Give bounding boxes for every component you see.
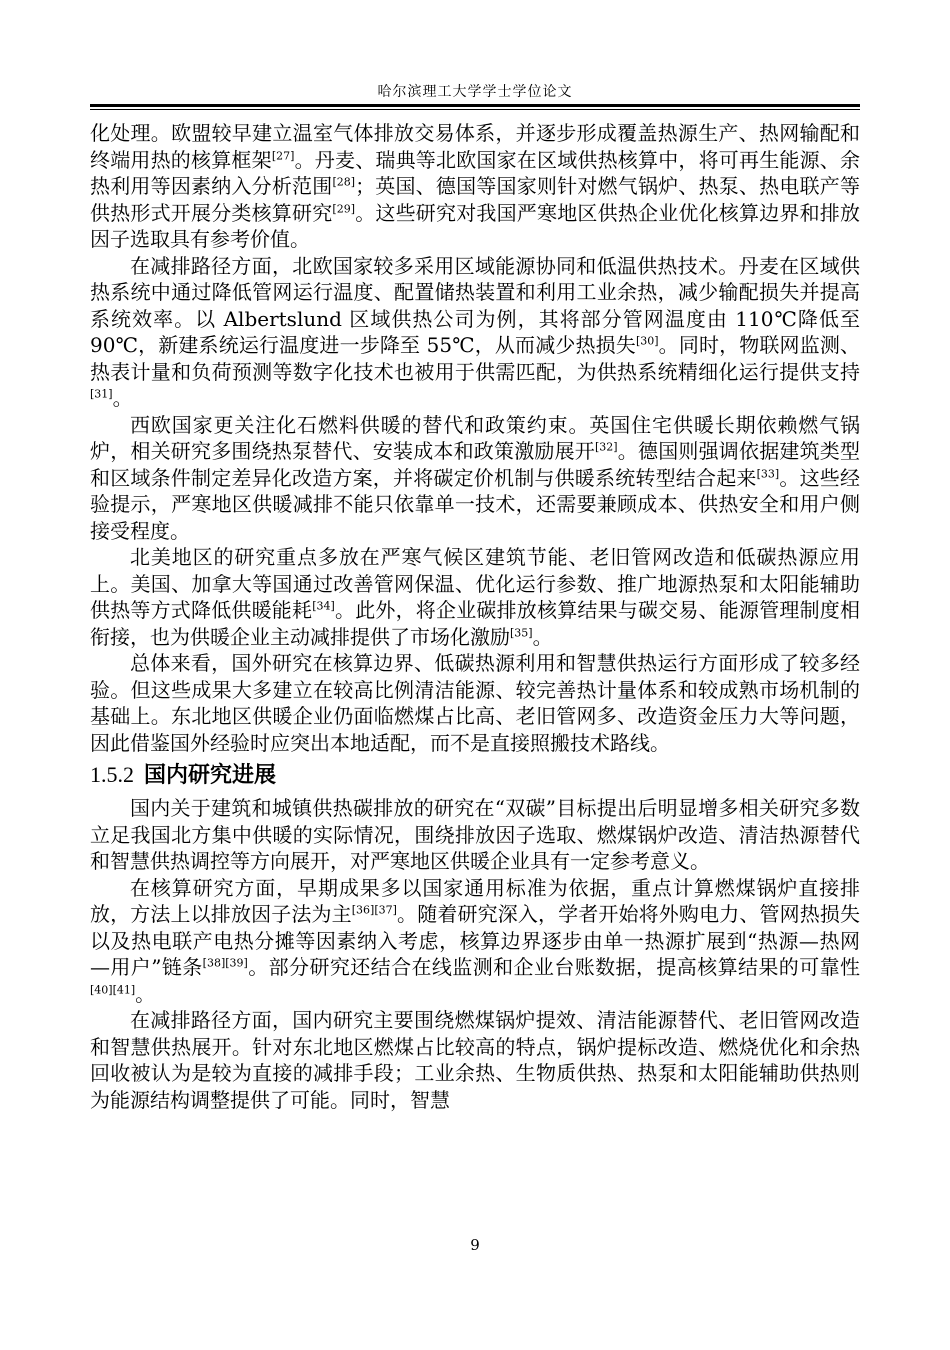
paragraph bbox=[90, 650, 860, 756]
paragraph bbox=[90, 875, 860, 1008]
citation-ref: [38][39] bbox=[202, 956, 248, 970]
section-title: 国内研究进展 bbox=[144, 763, 277, 788]
paragraphs-after-section bbox=[90, 795, 860, 1113]
paragraph-text: 。同时，物联网监测、热表计量和负荷预测等数字化技术也被用于供需匹配，为供热系统精细化运行提供支持 bbox=[90, 333, 860, 384]
paragraph-text: 总体来看，国外研究在核算边界、低碳热源利用和智慧供热运行方面形成了较多经验。但这些成果大多建立在较高比例清洁能源、较完善热计量体系和较成熟市场机制的基础上。东北地区供暖企业仍面临燃煤占比高、老旧管网多、改造资金压力大等问题，因此借鉴国外经验时应突出本地适配，而不是直接照搬技术路线。 bbox=[90, 651, 860, 755]
citation-ref: [35] bbox=[510, 625, 533, 639]
paragraph-text: 。这些经验提示，严寒地区供暖减排不能只依靠单一技术，还需要兼顾成本、供热安全和用户侧接受程度。 bbox=[90, 465, 861, 543]
paragraph-text: 。随着研究深入，学者开始将外购电力、管网热损失以及热电联产电热分摊等因素纳入考虑，核算边界逐步由单一热源扩展到“热源—热网—用户”链条 bbox=[90, 902, 861, 979]
page-number: 9 bbox=[470, 1236, 480, 1254]
section-number: 1.5.2 bbox=[90, 762, 134, 787]
paragraph-text: 。这些研究对我国严寒地区供热企业优化核算边界和排放因子选取具有参考价值。 bbox=[90, 200, 861, 251]
paragraphs-before-section bbox=[90, 120, 860, 756]
citation-ref: [34] bbox=[312, 599, 335, 613]
paragraph-text: 国内关于建筑和城镇供热碳排放的研究在“双碳”目标提出后明显增多相关研究多数立足我国北方集中供暖的实际情况，围绕排放因子选取、燃煤锅炉改造、清洁热源替代和智慧供热调控等方向展开，对严寒地区供暖企业具有一定参考意义。 bbox=[90, 796, 860, 873]
citation-ref: [33] bbox=[756, 466, 780, 480]
header-rule-thick bbox=[90, 104, 860, 107]
paragraph-text: 。丹麦、瑞典等北欧国家在区域供热核算中，将可再生能源、余热利用等因素纳入分析范围 bbox=[90, 147, 861, 198]
header-rule-thin bbox=[90, 109, 860, 110]
paragraph-text: ；英国、德国等国家则针对燃气锅炉、热泵、热电联产等供热形式开展分类核算研究 bbox=[90, 174, 860, 225]
citation-ref: [28] bbox=[332, 175, 356, 189]
body-text bbox=[90, 120, 860, 1113]
paragraph bbox=[90, 544, 860, 650]
paragraph bbox=[90, 1007, 860, 1113]
paragraph-text: 。 bbox=[112, 386, 133, 410]
paragraph-text: 。 bbox=[135, 981, 156, 1006]
paragraph-text: 在减排路径方面，国内研究主要围绕燃煤锅炉提效、清洁能源替代、老旧管网改造和智慧供热展开。针对东北地区燃煤占比较高的特点，锅炉提标改造、燃烧优化和余热回收被认为是较为直接的减排手段；工业余热、生物质供热、热泵和太阳能辅助供热则为能源结构调整提供了可能。同时，智慧 bbox=[90, 1008, 860, 1112]
paragraph bbox=[90, 795, 860, 875]
paragraph-text: 。德国则强调依据建筑类型和区域条件制定差异化改造方案，并将碳定价机制与供暖系统转型结合起来 bbox=[90, 439, 861, 490]
section-heading bbox=[90, 758, 860, 793]
citation-ref: [27] bbox=[271, 148, 295, 162]
paragraph-text: 在减排路径方面，北欧国家较多采用区域能源协同和低温供热技术。丹麦在区域供热系统中通过降低管网运行温度、配置储热装置和利用工业余热，减少输配损失并提高系统效率。以 Albertslund 区域供热公司为例，其将部分管网温度由 110℃降低至 90℃，新建系统运行温度进一步降至 55℃，从而减少热损失 bbox=[90, 253, 860, 357]
citation-ref: [40][41] bbox=[90, 982, 136, 996]
paragraph bbox=[90, 253, 860, 412]
citation-ref: [32] bbox=[595, 440, 618, 454]
paragraph-text: 化处理。欧盟较早建立温室气体排放交易体系，并逐步形成覆盖热源生产、热网输配和终端用热的核算框架 bbox=[90, 121, 860, 172]
citation-ref: [29] bbox=[332, 201, 355, 215]
paragraph-text: 。部分研究还结合在线监测和企业台账数据，提高核算结果的可靠性 bbox=[247, 955, 861, 979]
paragraph-text: 在核算研究方面，早期成果多以国家通用标准为依据，重点计算燃煤锅炉直接排放，方法上以排放因子法为主 bbox=[90, 875, 860, 926]
citation-ref: [36][37] bbox=[351, 903, 397, 917]
citation-ref: [30] bbox=[635, 334, 659, 348]
paragraph-text: 。 bbox=[532, 624, 553, 649]
paragraph bbox=[90, 412, 860, 545]
running-header: 哈尔滨理工大学学士学位论文 bbox=[377, 84, 573, 100]
paragraph-text: 北美地区的研究重点多放在严寒气候区建筑节能、老旧管网改造和低碳热源应用上。美国、加拿大等国通过改善管网保温、优化运行参数、推广地源热泵和太阳能辅助供热等方式降低供暖能耗 bbox=[90, 545, 860, 622]
paragraph bbox=[90, 120, 860, 253]
citation-ref: [31] bbox=[90, 387, 113, 401]
paragraph-text: 西欧国家更关注化石燃料供暖的替代和政策约束。英国住宅供暖长期依赖燃气锅炉，相关研究多围绕热泵替代、安装成本和政策激励展开 bbox=[90, 412, 860, 463]
paragraph-text: 。此外，将企业碳排放核算结果与碳交易、能源管理制度相衔接，也为供暖企业主动减排提供了市场化激励 bbox=[90, 598, 861, 649]
